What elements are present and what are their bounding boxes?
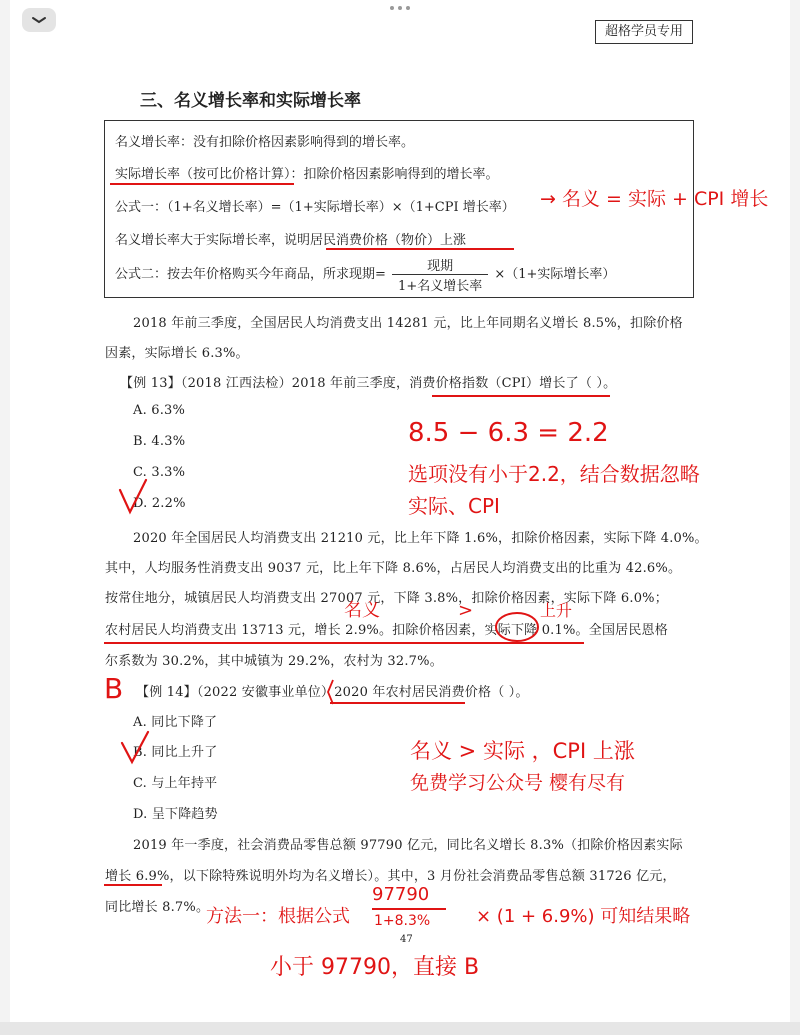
- fraction-denominator: 1+名义增长率: [398, 279, 483, 294]
- annotation-rise: 上升: [540, 601, 573, 620]
- definition-line-2: 实际增长率（按可比价格计算）：扣除价格因素影响得到的增长率。: [115, 167, 499, 182]
- annotation-answer-b: B: [104, 672, 124, 705]
- paragraph-1-line-2: 因素，实际增长 6.3%。: [105, 346, 249, 361]
- q13-option-c: C. 3.3%: [133, 465, 186, 480]
- paragraph-2-line-3: 按常住地分，城镇居民人均消费支出 27007 元，下降 3.8%，扣除价格因素，实际下降 6.0%；: [105, 591, 668, 606]
- paragraph-2-line-4: 农村居民人均消费支出 13713 元，增长 2.9%。扣除价格因素，实际下降 0.1%。全国居民恩格: [105, 623, 668, 638]
- circle-mark-real: [496, 613, 538, 641]
- bracket-mark: [328, 680, 333, 704]
- annotation-formula-note: → 名义 = 实际 + CPI 增长: [540, 188, 769, 210]
- paragraph-3-line-2: 增长 6.9%，以下除特殊说明外均为名义增长）。其中，3 月份社会消费品零售总额 31726 亿元，: [105, 869, 676, 884]
- q13-option-b: B. 4.3%: [133, 434, 186, 449]
- fraction-numerator: 现期: [392, 255, 488, 275]
- annotation-greater-than: >: [458, 600, 474, 621]
- annotation-conclusion: 小于 97790，直接 B: [270, 955, 480, 980]
- definition-line-1: 名义增长率：没有扣除价格因素影响得到的增长率。: [115, 135, 415, 150]
- annotation-option-note: 选项没有小于2.2，结合数据忽略: [408, 462, 700, 486]
- q14-option-b: B. 同比上升了: [133, 745, 218, 760]
- paragraph-2-line-5: 尔系数为 30.2%，其中城镇为 29.2%，农村为 32.7%。: [105, 654, 443, 669]
- checkmark-icon: [122, 732, 148, 762]
- question-13-stem: 【例 13】（2018 江西法检）2018 年前三季度，消费价格指数（CPI）增长了（ ）。: [120, 376, 617, 391]
- page-number: 47: [400, 934, 413, 945]
- section-title: 三、名义增长率和实际增长率: [140, 91, 361, 111]
- formula-two-suffix: ×（1+实际增长率）: [494, 267, 616, 282]
- q14-option-c: C. 与上年持平: [133, 776, 218, 791]
- paragraph-3-line-3: 同比增长 8.7%。: [105, 900, 210, 915]
- q13-option-d: D. 2.2%: [133, 496, 186, 511]
- checkmark-icon: [120, 480, 146, 512]
- q14-option-a: A. 同比下降了: [133, 715, 218, 730]
- annotation-method-prefix: 方法一：根据公式: [206, 906, 350, 927]
- annotation-method-suffix: × (1 + 6.9%) 可知结果略: [476, 906, 691, 927]
- header-badge: 超格学员专用: [595, 20, 693, 44]
- annotation-nominal: 名义: [344, 600, 380, 621]
- annotation-cpi-up: 名义 > 实际 ，CPI 上涨: [410, 739, 635, 763]
- annotation-real-cpi: 实际、CPI: [408, 494, 500, 518]
- q14-option-d: D. 呈下降趋势: [133, 807, 218, 822]
- paragraph-1-line-1: 2018 年前三季度，全国居民人均消费支出 14281 元，比上年同期名义增长 8.5%，扣除价格: [133, 316, 683, 331]
- question-14-stem: 【例 14】（2022 安徽事业单位）2020 年农村居民消费价格（ ）。: [136, 685, 529, 700]
- definition-line-4: 名义增长率大于实际增长率，说明居民消费价格（物价）上涨: [115, 233, 467, 248]
- paragraph-3-line-1: 2019 年一季度，社会消费品零售总额 97790 亿元，同比名义增长 8.3%（扣除价格因素实际: [133, 838, 683, 853]
- definition-line-3: 公式一：（1+名义增长率）=（1+实际增长率）×（1+CPI 增长率）: [115, 200, 515, 215]
- annotation-calculation: 8.5 − 6.3 = 2.2: [408, 418, 609, 448]
- bottom-bar: [0, 1022, 800, 1035]
- annotation-method-numerator: 97790: [372, 884, 430, 905]
- paragraph-2-line-1: 2020 年全国居民人均消费支出 21210 元，比上年下降 1.6%，扣除价格因素，实际下降 4.0%。: [133, 531, 708, 546]
- q13-option-a: A. 6.3%: [133, 403, 186, 418]
- annotation-watermark-note: 免费学习公众号 樱有尽有: [410, 772, 626, 794]
- annotation-method-denominator: 1+8.3%: [374, 913, 431, 929]
- formula-two-prefix: 公式二：按去年价格购买今年商品，所求现期=: [115, 267, 386, 282]
- paragraph-2-line-2: 其中，人均服务性消费支出 9037 元，比上年下降 8.6%，占居民人均消费支出的比重为 42.6%。: [105, 561, 682, 576]
